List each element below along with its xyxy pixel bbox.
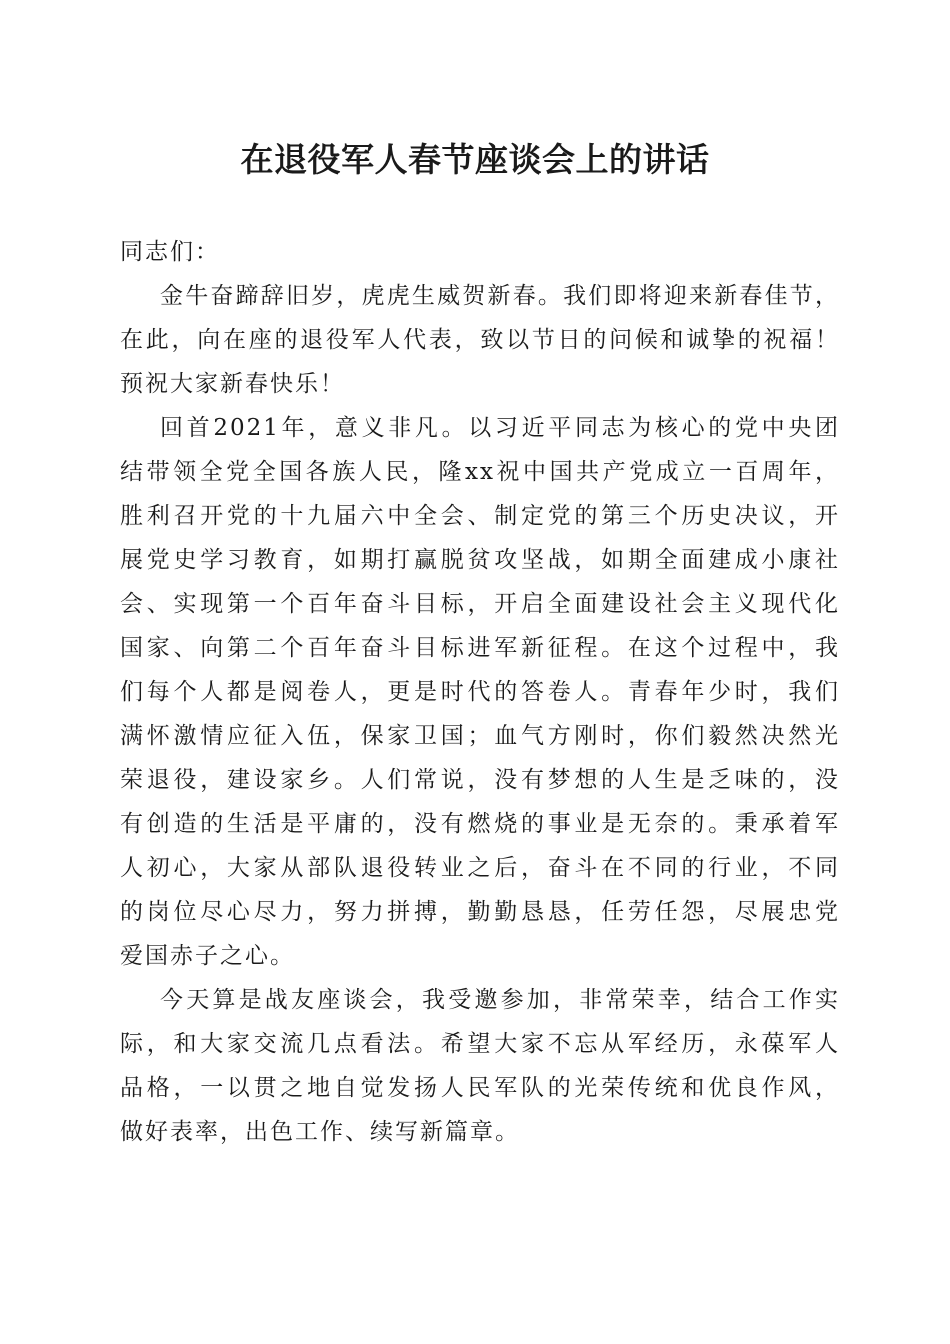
paragraph-2-line-3: 胜利召开党的十九届六中全会、制定党的第三个历史决议，开 (120, 503, 840, 529)
paragraph-2-line-2: 结带领全党全国各族人民，隆xx祝中国共产党成立一百周年， (120, 459, 840, 485)
paragraph-3-line-1: 今天算是战友座谈会，我受邀参加，非常荣幸，结合工作实 (160, 987, 840, 1013)
paragraph-3-line-2: 际，和大家交流几点看法。希望大家不忘从军经历，永葆军人 (120, 1031, 840, 1057)
paragraph-2-line-12: 的岗位尽心尽力，努力拼搏，勤勤恳恳，任劳任怨，尽展忠党 (120, 899, 840, 925)
paragraph-2-line-7: 们每个人都是阅卷人，更是时代的答卷人。青春年少时，我们 (120, 679, 840, 705)
paragraph-1-line-2: 在此，向在座的退役军人代表，致以节日的问候和诚挚的祝福！ (120, 327, 840, 353)
paragraph-2-line-4: 展党史学习教育，如期打赢脱贫攻坚战，如期全面建成小康社 (120, 547, 840, 573)
paragraph-1-line-1: 金牛奋蹄辞旧岁，虎虎生威贺新春。我们即将迎来新春佳节， (160, 283, 840, 309)
paragraph-2-line-10: 有创造的生活是平庸的，没有燃烧的事业是无奈的。秉承着军 (120, 811, 840, 837)
paragraph-2-line-1: 回首2021年，意义非凡。以习近平同志为核心的党中央团 (160, 415, 840, 441)
paragraph-2-line-13: 爱国赤子之心。 (120, 943, 295, 969)
document-body (120, 230, 840, 1154)
paragraph-2-line-8: 满怀激情应征入伍，保家卫国；血气方刚时，你们毅然决然光 (120, 723, 840, 749)
paragraph-2-line-11: 人初心，大家从部队退役转业之后，奋斗在不同的行业，不同 (120, 855, 840, 881)
paragraph-3-line-4: 做好表率，出色工作、续写新篇章。 (120, 1119, 520, 1145)
paragraph-2-line-9: 荣退役，建设家乡。人们常说，没有梦想的人生是乏味的，没 (120, 767, 840, 793)
paragraph-1-line-3: 预祝大家新春快乐！ (120, 371, 345, 397)
paragraph-3-line-3: 品格，一以贯之地自觉发扬人民军队的光荣传统和优良作风， (120, 1075, 840, 1101)
document-title: 在退役军人春节座谈会上的讲话 (240, 140, 710, 179)
paragraph-2-line-6: 国家、向第二个百年奋斗目标进军新征程。在这个过程中，我 (120, 635, 840, 661)
paragraph-2-line-5: 会、实现第一个百年奋斗目标，开启全面建设社会主义现代化 (120, 591, 840, 617)
salutation: 同志们： (120, 239, 220, 265)
